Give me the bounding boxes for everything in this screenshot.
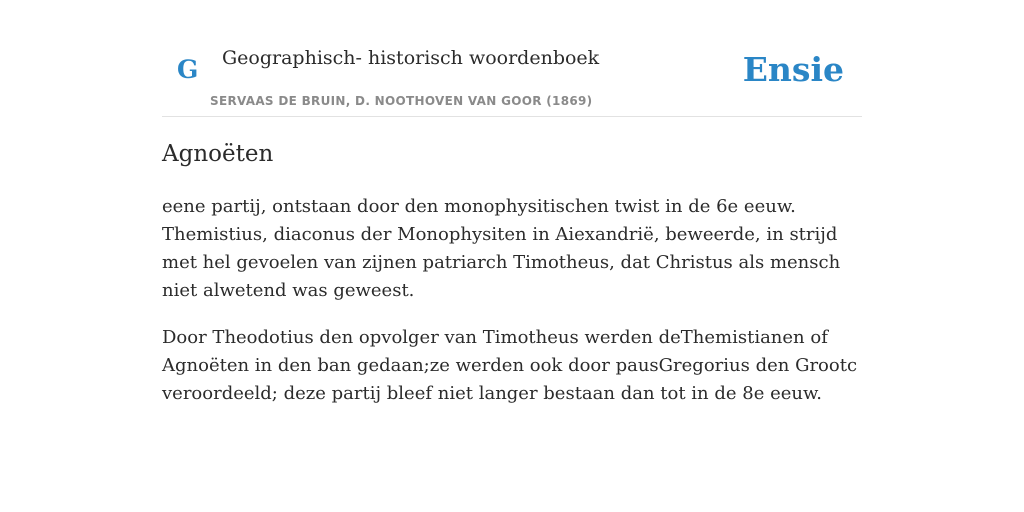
entry-headword: Agnoëten [162,141,274,167]
entry-paragraph: eene partij, ontstaan door den monophysitischen twist in de 6e eeuw. Themistius, diaconus der Monophysiten in Aiexandrië, beweerde, in strijd met hel gevoelen van zijnen patriarch Timotheus, dat Christus als mensch niet alwetend was geweest. [162,196,841,301]
entry-content [162,138,862,408]
dictionary-title[interactable]: Geographisch- historisch woordenboek [222,47,600,69]
dictionary-header [162,0,862,117]
dictionary-letter-badge[interactable]: G [177,55,199,84]
ensie-logo-link[interactable]: Ensie [742,50,844,89]
entry-paragraph: Door Theodotius den opvolger van Timotheus werden deThemistianen of Agnoëten in den ban gedaan;ze werden ook door pausGregorius den Grootc veroordeeld; deze partij bleef niet langer bestaan dan tot in de 8e eeuw. [162,327,858,404]
dictionary-authors: SERVAAS DE BRUIN, D. NOOTHOVEN VAN GOOR (1869) [210,94,593,108]
